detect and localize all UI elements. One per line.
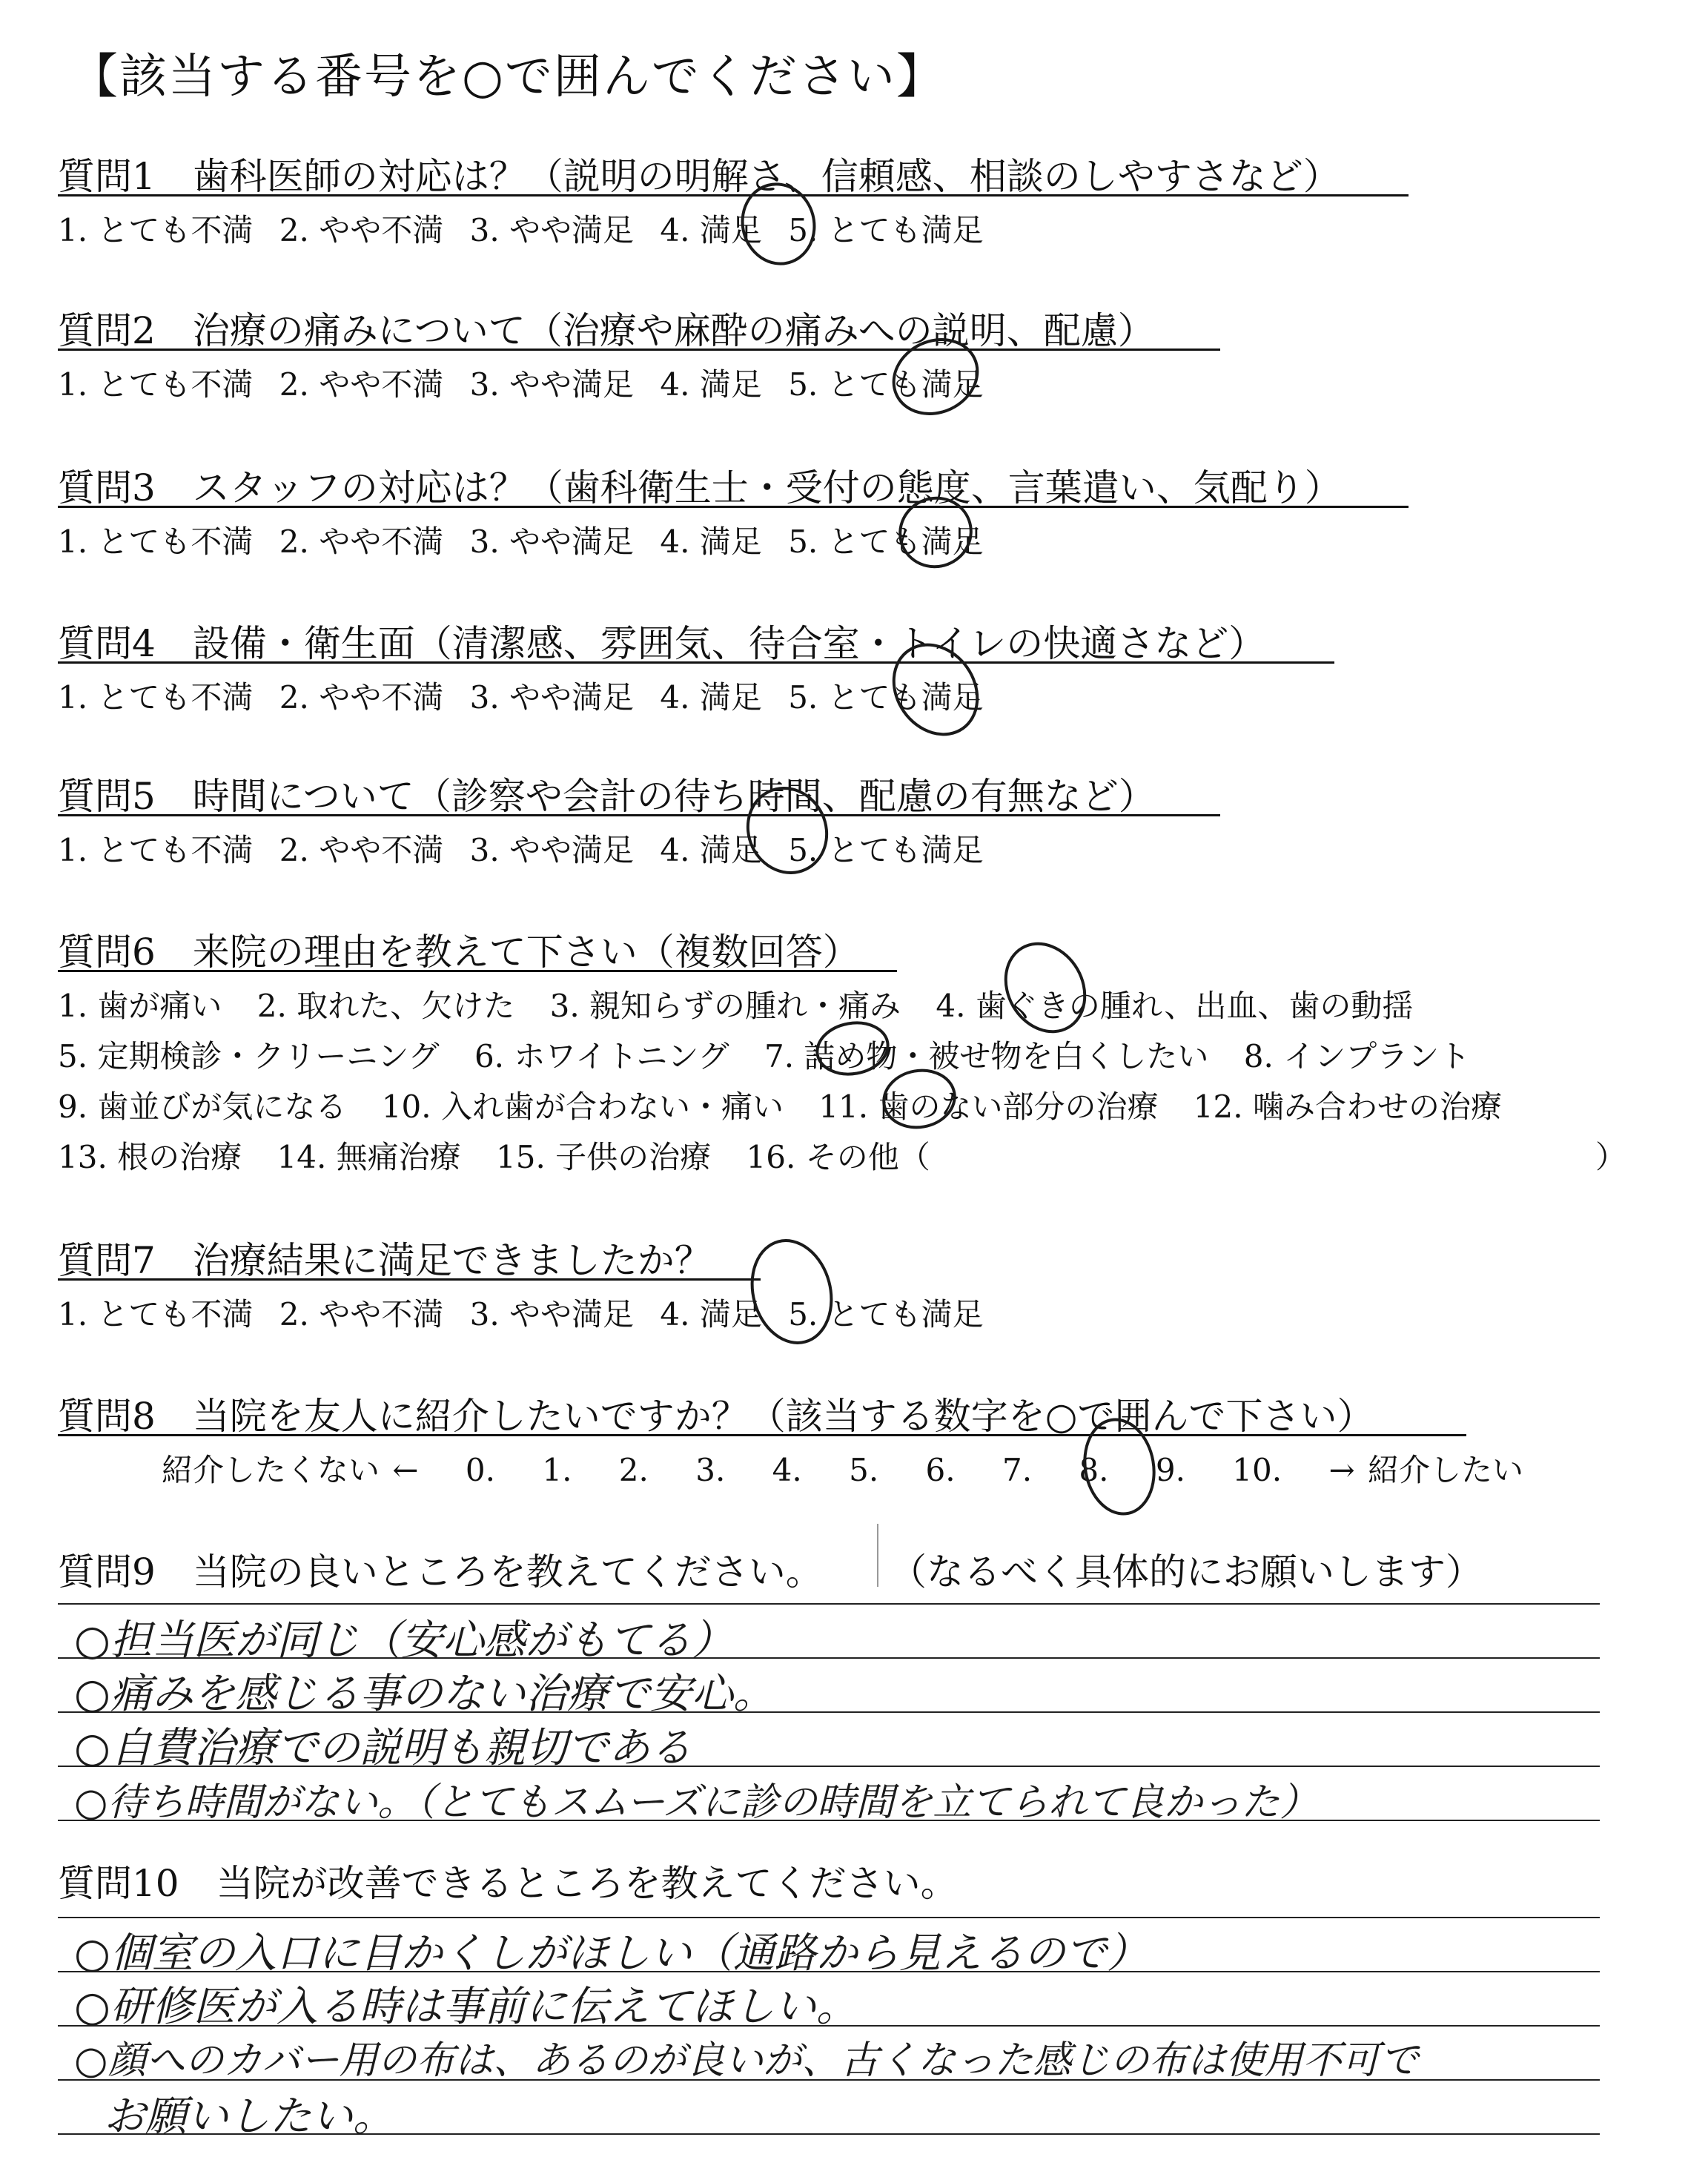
q8-num-0[interactable]: 0.: [465, 1452, 495, 1488]
q2-option-3[interactable]: 3. やや満足: [469, 366, 635, 403]
q5-option-4[interactable]: 4. 満足: [660, 832, 762, 868]
q8-num-7[interactable]: 7.: [1002, 1452, 1033, 1488]
q4-option-5[interactable]: 5. とても満足: [788, 679, 984, 716]
q3-option-1[interactable]: 1. とても不満: [58, 524, 254, 560]
q8-right-label: → 紹介したい: [1328, 1452, 1523, 1488]
q8-num-6[interactable]: 6.: [925, 1452, 956, 1488]
q6-other-close-paren: ）: [1595, 1139, 1627, 1175]
form-header: 【該当する番号を○で囲んでください】: [70, 50, 945, 105]
q1-option-1[interactable]: 1. とても不満: [58, 212, 254, 248]
q6-option-11[interactable]: 11. 歯のない部分の治療: [818, 1089, 1159, 1125]
q3-option-4[interactable]: 4. 満足: [660, 524, 762, 560]
q5-option-1[interactable]: 1. とても不満: [58, 832, 254, 868]
q9-answer-4: ○待ち時間がない。（とてもスムーズに診の時間を立てられて良かった）: [74, 1780, 1319, 1825]
question-4: 質問4 設備・衛生面（清潔感、雰囲気、待合室・トイレの快適さなど）: [58, 622, 1266, 665]
q3-circle-mark: [890, 488, 981, 576]
q8-left-label: 紹介したくない ←: [162, 1452, 419, 1488]
q10-answer-1: ○個室の入口に目かくしがほしい（通路から見えるので）: [74, 1929, 1148, 1978]
q6-option-1[interactable]: 1. 歯が痛い: [58, 988, 222, 1024]
q7-option-5[interactable]: 5. とても満足: [788, 1296, 984, 1332]
q6-option-13[interactable]: 13. 根の治療: [58, 1139, 242, 1175]
question-7: 質問7 治療結果に満足できましたか？: [58, 1239, 712, 1282]
q7-circle-mark: [741, 1232, 843, 1352]
q3-option-5[interactable]: 5. とても満足: [788, 524, 984, 560]
question-1: 質問1 歯科医師の対応は？（説明の明解さ、信頼感、相談のしやすさなど）: [58, 155, 1340, 198]
q2-circle-mark: [881, 326, 990, 427]
q10-answer-2: ○研修医が入る時は事前に伝えてほしい。: [74, 1983, 858, 2031]
q6-option-14[interactable]: 14. 無痛治療: [277, 1139, 461, 1175]
question-10: 質問10 当院が改善できるところを教えてください。: [58, 1862, 958, 1905]
q7-option-2[interactable]: 2. やや不満: [279, 1296, 444, 1332]
q6-option-10[interactable]: 10. 入れ歯が合わない・痛い: [381, 1089, 784, 1125]
q1-circle-mark: [734, 176, 824, 271]
q4-option-4[interactable]: 4. 満足: [660, 679, 762, 716]
q6-option-9[interactable]: 9. 歯並びが気になる: [58, 1089, 347, 1125]
q2-option-1[interactable]: 1. とても不満: [58, 366, 254, 403]
q8-num-3[interactable]: 3.: [695, 1452, 726, 1488]
q6-option-4[interactable]: 4. 歯ぐきの腫れ、出血、歯の動揺: [936, 988, 1414, 1024]
q1-option-4[interactable]: 4. 満足: [660, 212, 762, 248]
q6-option-16[interactable]: 16. その他（: [746, 1139, 930, 1175]
q8-num-2[interactable]: 2.: [618, 1452, 649, 1488]
q10-answer-3: ○顔へのカバー用の布は、あるのが良いが、古くなった感じの布は使用不可で: [74, 2038, 1419, 2083]
q3-option-3[interactable]: 3. やや満足: [469, 524, 635, 560]
q5-option-5[interactable]: 5. とても満足: [788, 832, 984, 868]
q2-option-4[interactable]: 4. 満足: [660, 366, 762, 403]
q6-circle-mark-11: [879, 1065, 959, 1133]
q2-option-5[interactable]: 5. とても満足: [788, 366, 984, 403]
question-3: 質問3 スタッフの対応は？（歯科衛生士・受付の態度、言葉遣い、気配り）: [58, 466, 1342, 509]
q8-num-4[interactable]: 4.: [772, 1452, 802, 1488]
q2-option-2[interactable]: 2. やや不満: [279, 366, 444, 403]
question-5: 質問5 時間について（診察や会計の待ち時間、配慮の有無など）: [58, 775, 1156, 818]
q8-num-8[interactable]: 8.: [1079, 1452, 1109, 1488]
q7-option-1[interactable]: 1. とても不満: [58, 1296, 254, 1332]
q6-circle-mark-7: [813, 1017, 892, 1080]
q3-option-2[interactable]: 2. やや不満: [279, 524, 444, 560]
question-8: 質問8 当院を友人に紹介したいですか？（該当する数字を○で囲んで下さい）: [58, 1395, 1374, 1438]
q4-option-1[interactable]: 1. とても不満: [58, 679, 254, 716]
q9-answer-1: ○担当医が同じ（安心感がもてる）: [74, 1616, 733, 1665]
q9-answer-3: ○自費治療での説明も親切である: [74, 1724, 692, 1772]
q8-num-5[interactable]: 5.: [849, 1452, 879, 1488]
q8-circle-mark: [1078, 1414, 1162, 1519]
q1-option-5[interactable]: 5. とても満足: [788, 212, 984, 248]
q6-option-15[interactable]: 15. 子供の治療: [496, 1139, 712, 1175]
q6-option-7[interactable]: 7. 詰め物・被せ物を白くしたい: [764, 1038, 1209, 1074]
q7-option-3[interactable]: 3. やや満足: [469, 1296, 635, 1332]
q6-option-5[interactable]: 5. 定期検診・クリーニング: [58, 1038, 440, 1074]
q6-option-6[interactable]: 6. ホワイトニング: [474, 1038, 729, 1074]
q4-circle-mark: [877, 629, 995, 751]
q5-option-2[interactable]: 2. やや不満: [279, 832, 444, 868]
q4-option-2[interactable]: 2. やや不満: [279, 679, 444, 716]
q6-option-8[interactable]: 8. インプラント: [1243, 1038, 1471, 1074]
q8-num-10[interactable]: 10.: [1232, 1452, 1282, 1488]
q5-circle-mark: [734, 775, 840, 885]
q5-option-3[interactable]: 3. やや満足: [469, 832, 635, 868]
q9-answer-2: ○痛みを感じる事のない治療で安心。: [74, 1670, 775, 1718]
question-9: 質問9 当院の良いところを教えてください。: [58, 1550, 823, 1593]
q6-option-2[interactable]: 2. 取れた、欠けた: [256, 988, 515, 1024]
question-2: 質問2 治療の痛みについて（治療や麻酔の痛みへの説明、配慮）: [58, 309, 1155, 352]
q10-answer-4: お願いしたい。: [104, 2093, 394, 2141]
q6-circle-mark-4: [990, 929, 1101, 1046]
question-9-note: （なるべく具体的にお願いします）: [890, 1550, 1483, 1593]
q8-num-9[interactable]: 9.: [1155, 1452, 1185, 1488]
q1-option-3[interactable]: 3. やや満足: [469, 212, 635, 248]
q8-num-1[interactable]: 1.: [542, 1452, 572, 1488]
q6-option-3[interactable]: 3. 親知らずの腫れ・痛み: [549, 988, 901, 1024]
q1-option-2[interactable]: 2. やや不満: [279, 212, 444, 248]
q7-option-4[interactable]: 4. 満足: [660, 1296, 762, 1332]
q4-option-3[interactable]: 3. やや満足: [469, 679, 635, 716]
q6-option-12[interactable]: 12. 噛み合わせの治療: [1193, 1089, 1502, 1125]
question-6: 質問6 来院の理由を教えて下さい（複数回答）: [58, 931, 860, 974]
